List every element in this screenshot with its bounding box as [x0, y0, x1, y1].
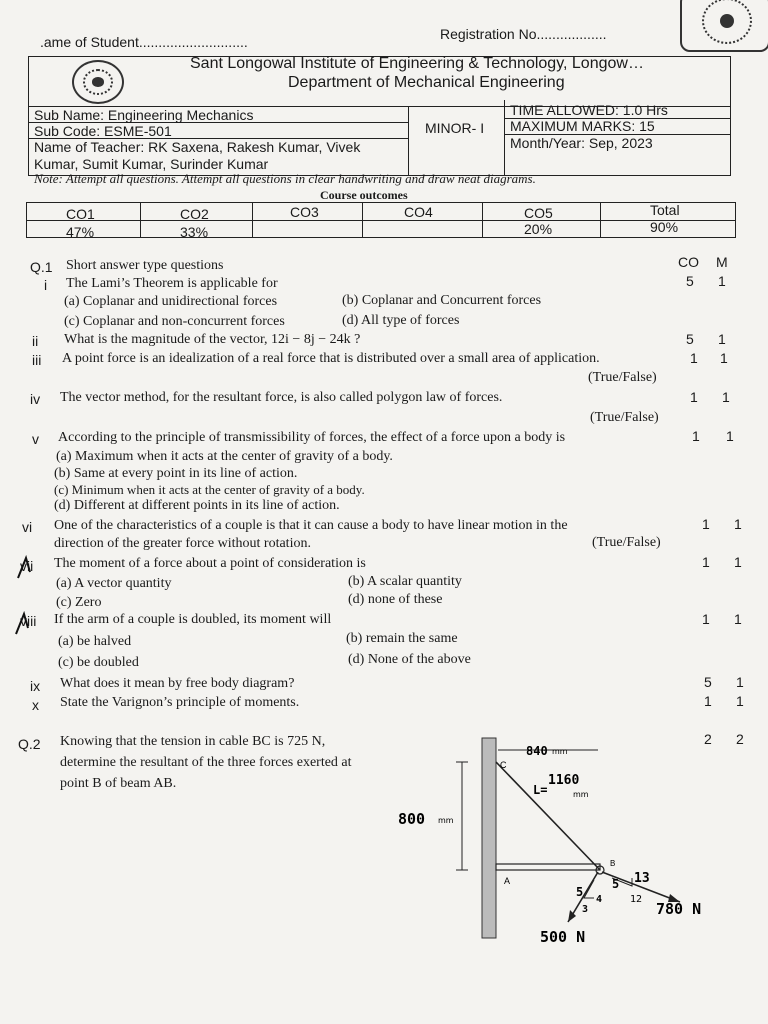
q1-v-marks: 1	[726, 428, 734, 444]
outcomes-value-co1: 47%	[66, 224, 95, 240]
q1-v-text: According to the principle of transmissibility of forces, the effect of a force upon a body is	[58, 430, 566, 445]
outcomes-header-co2: CO2	[180, 206, 209, 222]
outcomes-col-2	[252, 202, 253, 238]
q1-viii-option-a: (a) be halved	[58, 634, 132, 649]
q2-marks: 2	[736, 731, 744, 747]
q1-viii-text: If the arm of a couple is doubled, its moment will	[54, 612, 332, 627]
q1-vii-number: vii	[20, 558, 34, 574]
registration-label: Registration No..................	[440, 26, 607, 42]
q1-vi-number: vi	[22, 519, 33, 535]
q1-v-co: 1	[692, 428, 700, 444]
triangle-5-left: 5	[576, 885, 584, 899]
institute-logo	[72, 60, 124, 104]
outcomes-value-total: 90%	[650, 219, 679, 235]
triangle-5-right: 5	[612, 877, 620, 891]
q1-vii-co: 1	[702, 554, 710, 570]
q1-iii-number: iii	[32, 352, 42, 368]
outcomes-col-1	[140, 202, 141, 238]
dim-840-value: 840	[526, 744, 548, 758]
triangle-12: 12	[630, 894, 643, 905]
triangle-3: 3	[582, 904, 589, 915]
q1-vii-text: The moment of a force about a point of consideration is	[54, 556, 366, 571]
q2-line-2: determine the resultant of the three forces exerted at	[60, 755, 352, 770]
triangle-4: 4	[596, 894, 603, 905]
teacher-name-1: Name of Teacher: RK Saxena, Rakesh Kumar, Vivek	[34, 139, 361, 155]
q1-viii-option-c: (c) be doubled	[58, 655, 139, 670]
m-column-header: M	[716, 254, 728, 270]
outcomes-value-co2: 33%	[180, 224, 209, 240]
header-col-line-1	[408, 106, 409, 176]
q1-vii-marks: 1	[734, 554, 742, 570]
q1-iii-co: 1	[690, 350, 698, 366]
outcomes-header-co3: CO3	[290, 204, 319, 220]
q1-i-co: 5	[686, 273, 694, 289]
q1-iii-true-false: (True/False)	[588, 370, 657, 385]
q1-vi-true-false: (True/False)	[592, 535, 661, 550]
dim-1160-unit: mm	[573, 790, 589, 799]
q1-viii-option-d: (d) None of the above	[348, 652, 471, 667]
q1-viii-option-b: (b) remain the same	[346, 631, 458, 646]
q1-ii-text: What is the magnitude of the vector, 12i − 8j − 24k ?	[64, 332, 361, 347]
q1-vi-text: One of the characteristics of a couple is that it can cause a body to have linear motion in the	[54, 518, 568, 533]
q1-iv-marks: 1	[722, 389, 730, 405]
q1-iv-number: iv	[30, 391, 41, 407]
beam-diagram	[380, 730, 740, 960]
note-line: Note: Attempt all questions. Attempt all questions in clear handwriting and draw neat diagrams.	[34, 171, 536, 186]
q1-iii-text: A point force is an idealization of a real force that is distributed over a small area of application.	[62, 351, 600, 366]
slope-triangle-500	[584, 880, 594, 898]
q1-i-number: i	[44, 277, 48, 293]
outcomes-value-co5: 20%	[524, 221, 553, 237]
q1-iv-text: The vector method, for the resultant force, is also called polygon law of forces.	[60, 390, 503, 405]
course-outcomes-caption: Course outcomes	[320, 188, 408, 202]
q1-i-option-c: (c) Coplanar and non-concurrent forces	[64, 314, 285, 329]
q1-ix-text: What does it mean by free body diagram?	[60, 676, 295, 691]
student-name-label: .ame of Student............................	[40, 34, 248, 50]
co-column-header: CO	[678, 254, 699, 270]
q1-vi-marks: 1	[734, 516, 742, 532]
q1-viii-number: viii	[20, 613, 37, 629]
outcomes-header-co1: CO1	[66, 206, 95, 222]
q1-vii-option-d: (d) none of these	[348, 592, 443, 607]
q1-i-marks: 1	[718, 273, 726, 289]
institute-name: Sant Longowal Institute of Engineering & Technology, Longow…	[190, 55, 644, 72]
q1-ix-marks: 1	[736, 674, 744, 690]
dim-840-unit: mm	[552, 747, 568, 756]
emblem-top-right	[680, 0, 768, 52]
q1-title: Short answer type questions	[66, 258, 224, 273]
q1-x-co: 1	[704, 693, 712, 709]
q1-i-option-d: (d) All type of forces	[342, 313, 460, 328]
outcomes-col-3	[362, 202, 363, 238]
q1-x-number: x	[32, 697, 39, 713]
q1-vii-option-b: (b) A scalar quantity	[348, 574, 462, 589]
q2-co: 2	[704, 731, 712, 747]
q1-vii-option-a: (a) A vector quantity	[56, 576, 172, 591]
q1-iv-true-false: (True/False)	[590, 410, 659, 425]
label-a: A	[504, 876, 511, 886]
outcomes-row-line	[26, 220, 736, 221]
q1-vii-option-c: (c) Zero	[56, 595, 102, 610]
teacher-name-2: Kumar, Sumit Kumar, Surinder Kumar	[34, 156, 269, 172]
q1-i-option-b: (b) Coplanar and Concurrent forces	[342, 293, 542, 308]
q1-viii-marks: 1	[734, 611, 742, 627]
outcomes-header-co4: CO4	[404, 204, 433, 220]
q1-v-option-c: (c) Minimum when it acts at the center of gravity of a body.	[54, 482, 365, 497]
dim-l-label: L=	[533, 783, 548, 797]
dim-800-unit: mm	[438, 816, 454, 825]
q1-vi-text-line2: direction of the greater force without rotation.	[54, 536, 311, 551]
force-500-label: 500 N	[540, 928, 586, 946]
q1-v-option-a: (a) Maximum when it acts at the center of gravity of a body.	[56, 449, 393, 464]
q1-ix-co: 5	[704, 674, 712, 690]
q1-viii-co: 1	[702, 611, 710, 627]
q1-ii-co: 5	[686, 331, 694, 347]
q1-number: Q.1	[30, 259, 53, 275]
handwritten-mark-vii	[16, 554, 34, 582]
q1-v-number: v	[32, 431, 39, 447]
handwritten-mark-viii	[14, 610, 32, 638]
wall	[482, 738, 496, 938]
sub-name: Sub Name: Engineering Mechanics	[34, 107, 254, 123]
q2-number: Q.2	[18, 736, 41, 752]
q1-ix-number: ix	[30, 678, 41, 694]
label-c: C	[500, 760, 507, 770]
q1-x-marks: 1	[736, 693, 744, 709]
exam-type: MINOR- I	[425, 120, 485, 136]
triangle-13: 13	[634, 871, 650, 886]
q2-line-1: Knowing that the tension in cable BC is 725 N,	[60, 734, 326, 749]
q1-v-option-d: (d) Different at different points in its line of action.	[54, 498, 340, 513]
q2-line-3: point B of beam AB.	[60, 776, 177, 791]
dim-1160-value: 1160	[548, 773, 580, 788]
outcomes-col-5	[600, 202, 601, 238]
dim-800-value: 800	[398, 810, 426, 828]
q1-vi-co: 1	[702, 516, 710, 532]
q1-v-option-b: (b) Same at every point in its line of action.	[54, 466, 298, 481]
month-year: Month/Year: Sep, 2023	[510, 135, 653, 151]
q1-i-option-a: (a) Coplanar and unidirectional forces	[64, 294, 278, 309]
department-name: Department of Mechanical Engineering	[288, 74, 565, 91]
sub-code: Sub Code: ESME-501	[34, 123, 172, 139]
label-b: B	[610, 859, 616, 868]
beam-ab	[496, 864, 600, 870]
q1-x-text: State the Varignon’s principle of moments.	[60, 695, 300, 710]
max-marks: MAXIMUM MARKS: 15	[510, 118, 655, 134]
q1-i-text: The Lami’s Theorem is applicable for	[66, 276, 278, 291]
outcomes-col-4	[482, 202, 483, 238]
force-780-label: 780 N	[656, 900, 702, 918]
q1-iii-marks: 1	[720, 350, 728, 366]
outcomes-header-total: Total	[650, 202, 680, 218]
q1-ii-marks: 1	[718, 331, 726, 347]
q1-ii-number: ii	[32, 333, 39, 349]
header-col-line-2	[504, 100, 505, 176]
outcomes-header-co5: CO5	[524, 205, 553, 221]
time-allowed: TIME ALLOWED: 1.0 Hrs	[510, 102, 668, 118]
q1-iv-co: 1	[690, 389, 698, 405]
